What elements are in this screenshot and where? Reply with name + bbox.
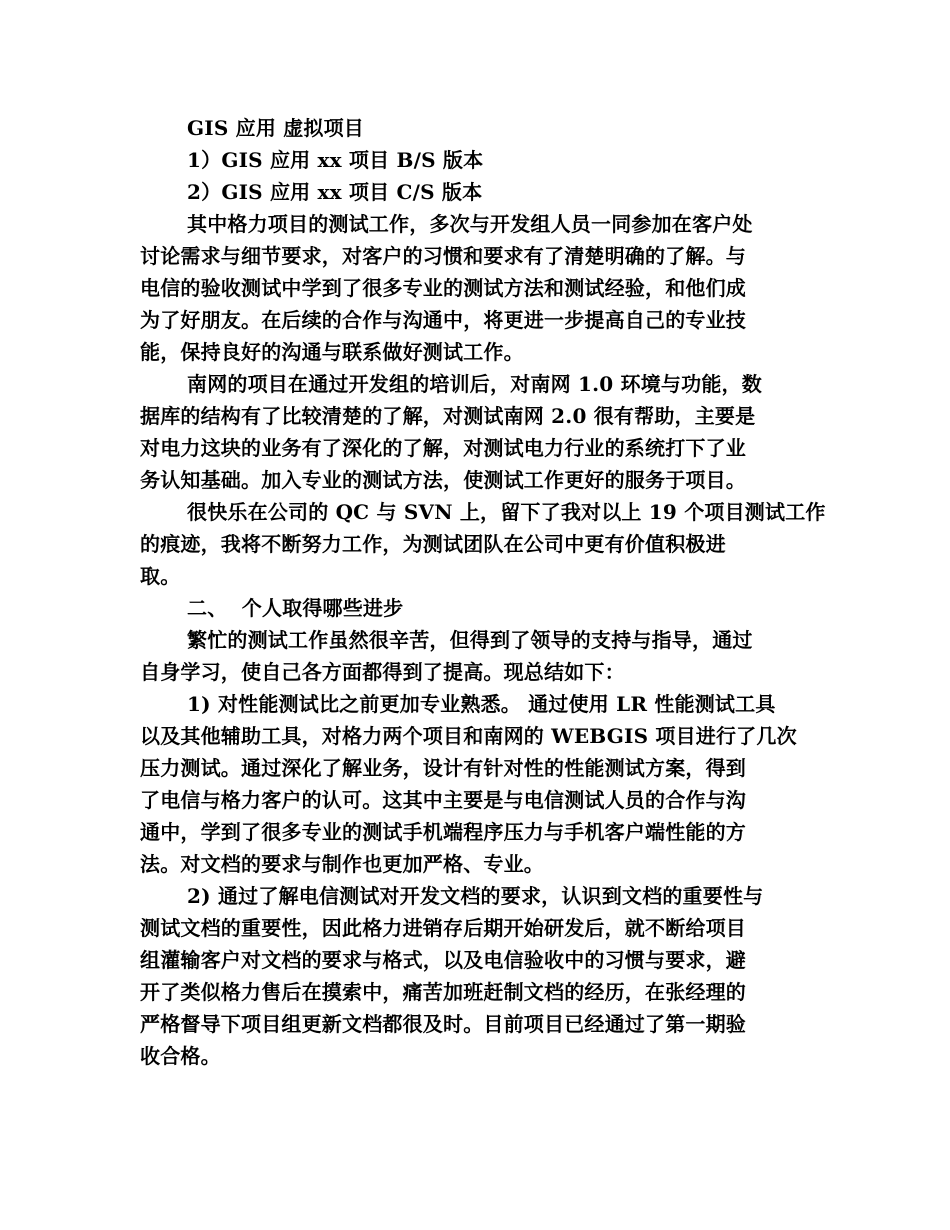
section-heading: 二、 个人取得哪些进步 bbox=[187, 596, 404, 620]
text-line: 了电信与格力客户的认可。这其中主要是与电信测试人员的合作与沟 bbox=[140, 788, 746, 812]
text-line: GIS 应用 虚拟项目 bbox=[187, 116, 365, 140]
text-line: 据库的结构有了比较清楚的了解，对测试南网 2.0 很有帮助，主要是 bbox=[140, 404, 756, 428]
document-body bbox=[140, 112, 826, 1072]
text-line: 测试文档的重要性，因此格力进销存后期开始研发后，就不断给项目 bbox=[140, 916, 746, 940]
text-line: 对电力这块的业务有了深化的了解，对测试电力行业的系统打下了业 bbox=[140, 436, 746, 460]
text-line: 开了类似格力售后在摸索中，痛苦加班赶制文档的经历，在张经理的 bbox=[140, 980, 746, 1004]
text-line: 2) 通过了解电信测试对开发文档的要求，认识到文档的重要性与 bbox=[187, 884, 764, 908]
text-line: 繁忙的测试工作虽然很辛苦，但得到了领导的支持与指导，通过 bbox=[187, 628, 753, 652]
text-line: 自身学习，使自己各方面都得到了提高。现总结如下： bbox=[140, 660, 625, 684]
text-line: 1）GIS 应用 xx 项目 B/S 版本 bbox=[187, 148, 484, 172]
text-line: 通中，学到了很多专业的测试手机端程序压力与手机客户端性能的方 bbox=[140, 820, 746, 844]
text-line: 组灌输客户对文档的要求与格式，以及电信验收中的习惯与要求，避 bbox=[140, 948, 746, 972]
text-line: 压力测试。通过深化了解业务，设计有针对性的性能测试方案，得到 bbox=[140, 756, 746, 780]
text-line: 电信的验收测试中学到了很多专业的测试方法和测试经验，和他们成 bbox=[140, 276, 746, 300]
text-line: 务认知基础。加入专业的测试方法，使测试工作更好的服务于项目。 bbox=[140, 468, 746, 492]
text-line: 取。 bbox=[140, 564, 181, 588]
text-line: 法。对文档的要求与制作也更加严格、专业。 bbox=[140, 852, 544, 876]
text-line: 2）GIS 应用 xx 项目 C/S 版本 bbox=[187, 180, 483, 204]
text-line: 为了好朋友。在后续的合作与沟通中，将更进一步提高自己的专业技 bbox=[140, 308, 746, 332]
text-line: 很快乐在公司的 QC 与 SVN 上，留下了我对以上 19 个项目测试工作 bbox=[187, 500, 826, 524]
text-line: 严格督导下项目组更新文档都很及时。目前项目已经通过了第一期验 bbox=[140, 1012, 746, 1036]
text-line: 能，保持良好的沟通与联系做好测试工作。 bbox=[140, 340, 524, 364]
text-line: 南网的项目在通过开发组的培训后，对南网 1.0 环境与功能，数 bbox=[187, 372, 762, 396]
text-line: 的痕迹，我将不断努力工作，为测试团队在公司中更有价值积极进 bbox=[140, 532, 726, 556]
text-line: 其中格力项目的测试工作，多次与开发组人员一同参加在客户处 bbox=[187, 212, 753, 236]
text-line: 收合格。 bbox=[140, 1044, 221, 1068]
text-line: 以及其他辅助工具，对格力两个项目和南网的 WEBGIS 项目进行了几次 bbox=[140, 724, 797, 748]
text-line: 讨论需求与细节要求，对客户的习惯和要求有了清楚明确的了解。与 bbox=[140, 244, 746, 268]
text-line: 1) 对性能测试比之前更加专业熟悉。 通过使用 LR 性能测试工具 bbox=[187, 692, 776, 716]
